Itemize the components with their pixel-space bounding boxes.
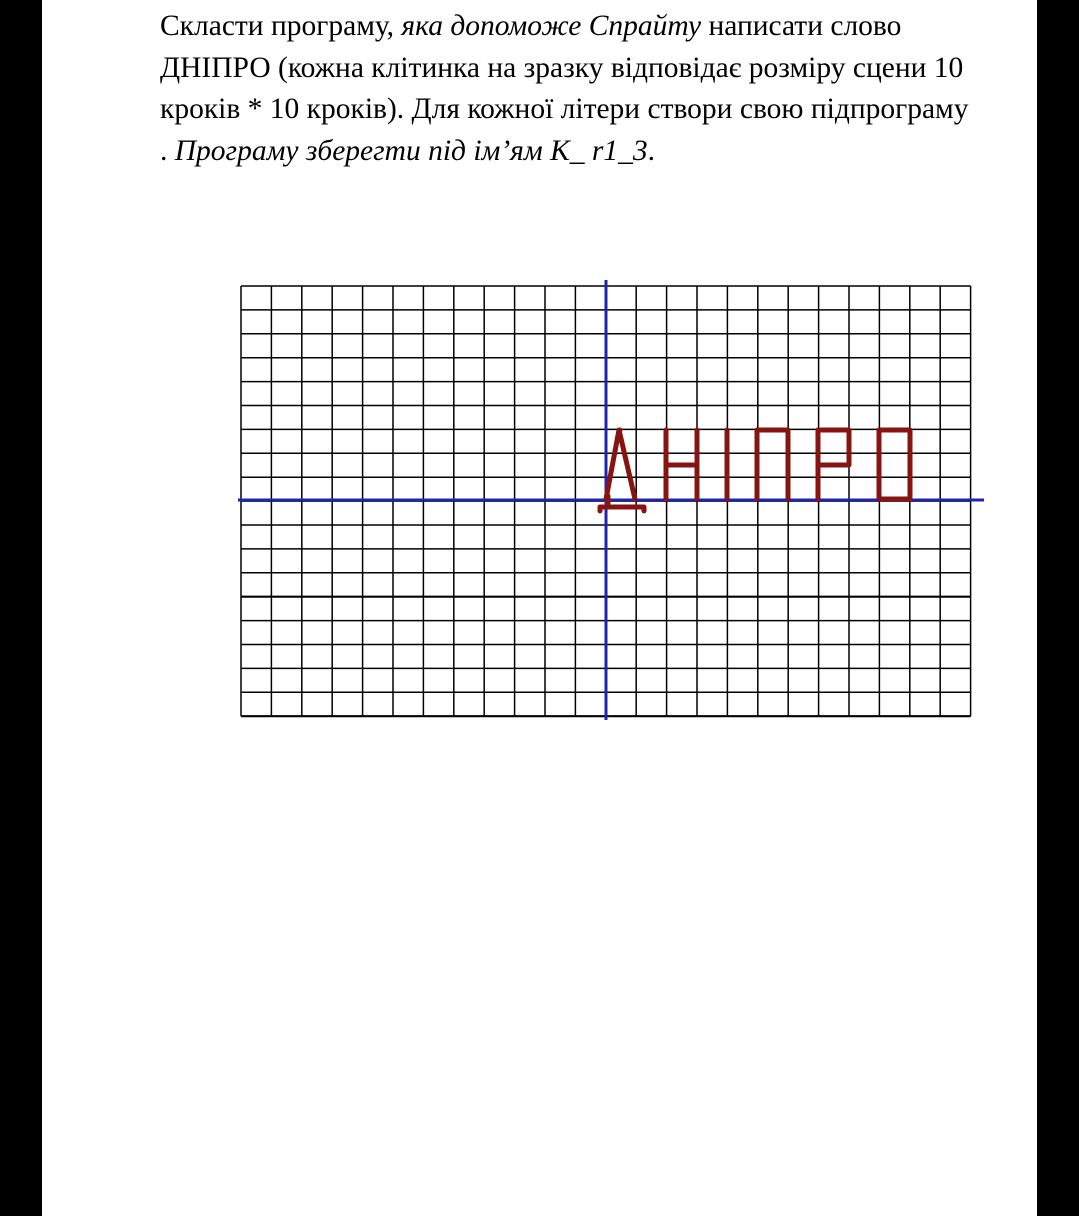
task-text-end: . <box>647 134 655 167</box>
document-page <box>42 0 1037 1216</box>
grid-figure <box>238 278 986 722</box>
task-description <box>160 6 972 172</box>
task-text-italic-sprite: яка допоможе Спрайту <box>401 10 702 42</box>
task-text-italic-save: Програму зберегти під ім’ям K_ r1_3 <box>174 134 648 167</box>
letter-n-shape <box>666 430 697 499</box>
task-text-intro: Скласти програму, <box>160 10 402 42</box>
letter-o-shape <box>879 430 910 499</box>
letter-pe-shape <box>757 430 788 499</box>
task-text-body: написати слово ДНІПРО (кожна клітинка на зразку відповідає розміру сцени 10 кроків * 10 кроків). Для кожної літери створи свою підпрограму . <box>160 10 969 167</box>
letter-er-shape <box>818 430 849 499</box>
grid-figure-svg <box>238 278 986 722</box>
task-paragraph <box>160 6 972 172</box>
